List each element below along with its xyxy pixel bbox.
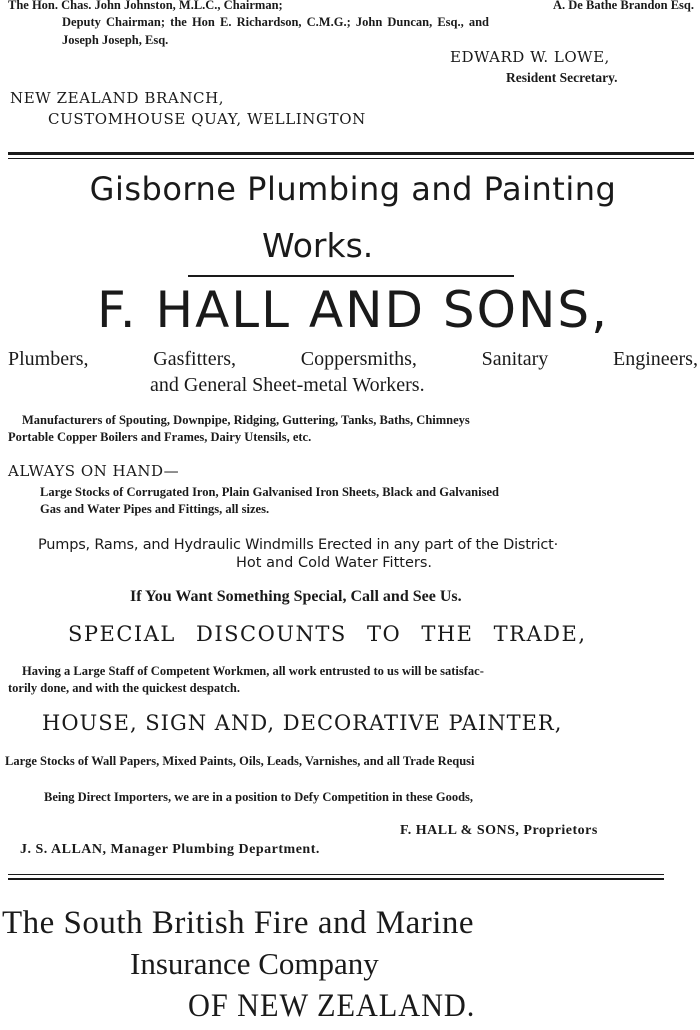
headline-line-2: Works. <box>262 226 374 265</box>
company-line-2: Insurance Company <box>130 946 379 981</box>
directors-line-1-part: A. De Bathe Brandon Esq. <box>553 0 694 12</box>
pumps-line-2: Hot and Cold Water Fitters. <box>236 555 432 571</box>
always-on-hand-heading: ALWAYS ON HAND— <box>8 462 180 480</box>
stock-line-1: Large Stocks of Corrugated Iron, Plain Galvanised Iron Sheets, Black and Galvanised <box>40 485 499 499</box>
trade-item: Engineers, <box>612 348 698 370</box>
trade-item: Plumbers, <box>8 348 89 370</box>
trade-item: Gasfitters, <box>153 348 237 370</box>
headline-line-1: Gisborne Plumbing and Painting <box>89 170 617 208</box>
stock-line-2: Gas and Water Pipes and Fittings, all sizes. <box>40 502 270 516</box>
trade-item: Sanitary <box>481 348 549 370</box>
branch-name: NEW ZEALAND BRANCH, <box>10 89 225 107</box>
special-call: If You Want Something Special, Call and See Us. <box>130 588 462 605</box>
manufacturers-line-2: Portable Copper Boilers and Frames, Dairy Utensils, etc. <box>8 430 312 444</box>
branch-address: CUSTOMHOUSE QUAY, WELLINGTON <box>48 110 366 128</box>
staff-line-1: Having a Large Staff of Competent Workmen, all work entrusted to us will be satisfac- <box>22 664 484 678</box>
trades-line-1 <box>8 348 698 371</box>
wallpaper-line: Large Stocks of Wall Papers, Mixed Paints, Oils, Leads, Varnishes, and all Trade Requsi <box>5 754 475 768</box>
pumps-line-1: Pumps, Rams, and Hydraulic Windmills Erected in any part of the District· <box>38 537 559 553</box>
importers-line: Being Direct Importers, we are in a position to Defy Competition in these Goods, <box>44 790 474 804</box>
top-rule-thick <box>8 152 694 155</box>
painter-heading: HOUSE, SIGN AND, DECORATIVE PAINTER, <box>42 711 563 735</box>
firm-name: F. HALL AND SONS, <box>96 281 610 339</box>
directors-line-3: Joseph Joseph, Esq. <box>62 33 169 47</box>
directors-line-2: Deputy Chairman; the Hon E. Richardson, C.M.G.; John Duncan, Esq., and <box>62 15 490 29</box>
plumbing-manager: J. S. ALLAN, Manager Plumbing Department. <box>20 842 320 857</box>
top-rule-thin <box>8 158 694 159</box>
directors-line-1 <box>8 0 694 13</box>
proprietors: F. HALL & SONS, Proprietors <box>400 823 598 838</box>
special-discounts: SPECIAL DISCOUNTS TO THE TRADE, <box>68 622 587 646</box>
bottom-rule-thin <box>8 874 664 875</box>
company-line-1: The South British Fire and Marine <box>2 905 475 941</box>
trades-line-2: and General Sheet-metal Workers. <box>150 374 425 396</box>
secretary-name: EDWARD W. LOWE, <box>450 48 610 66</box>
trade-item: Coppersmiths, <box>300 348 417 370</box>
bottom-rule-thick <box>8 878 664 880</box>
directors-line-1-part: The Hon. Chas. John Johnston, M.L.C., Chairman; <box>8 0 283 12</box>
manufacturers-line-1: Manufacturers of Spouting, Downpipe, Ridging, Guttering, Tanks, Baths, Chimneys <box>22 413 470 427</box>
staff-line-2: torily done, and with the quickest despatch. <box>8 681 240 695</box>
company-line-3: OF NEW ZEALAND. <box>188 988 476 1024</box>
headline-underline <box>188 275 514 277</box>
secretary-title: Resident Secretary. <box>506 70 618 85</box>
